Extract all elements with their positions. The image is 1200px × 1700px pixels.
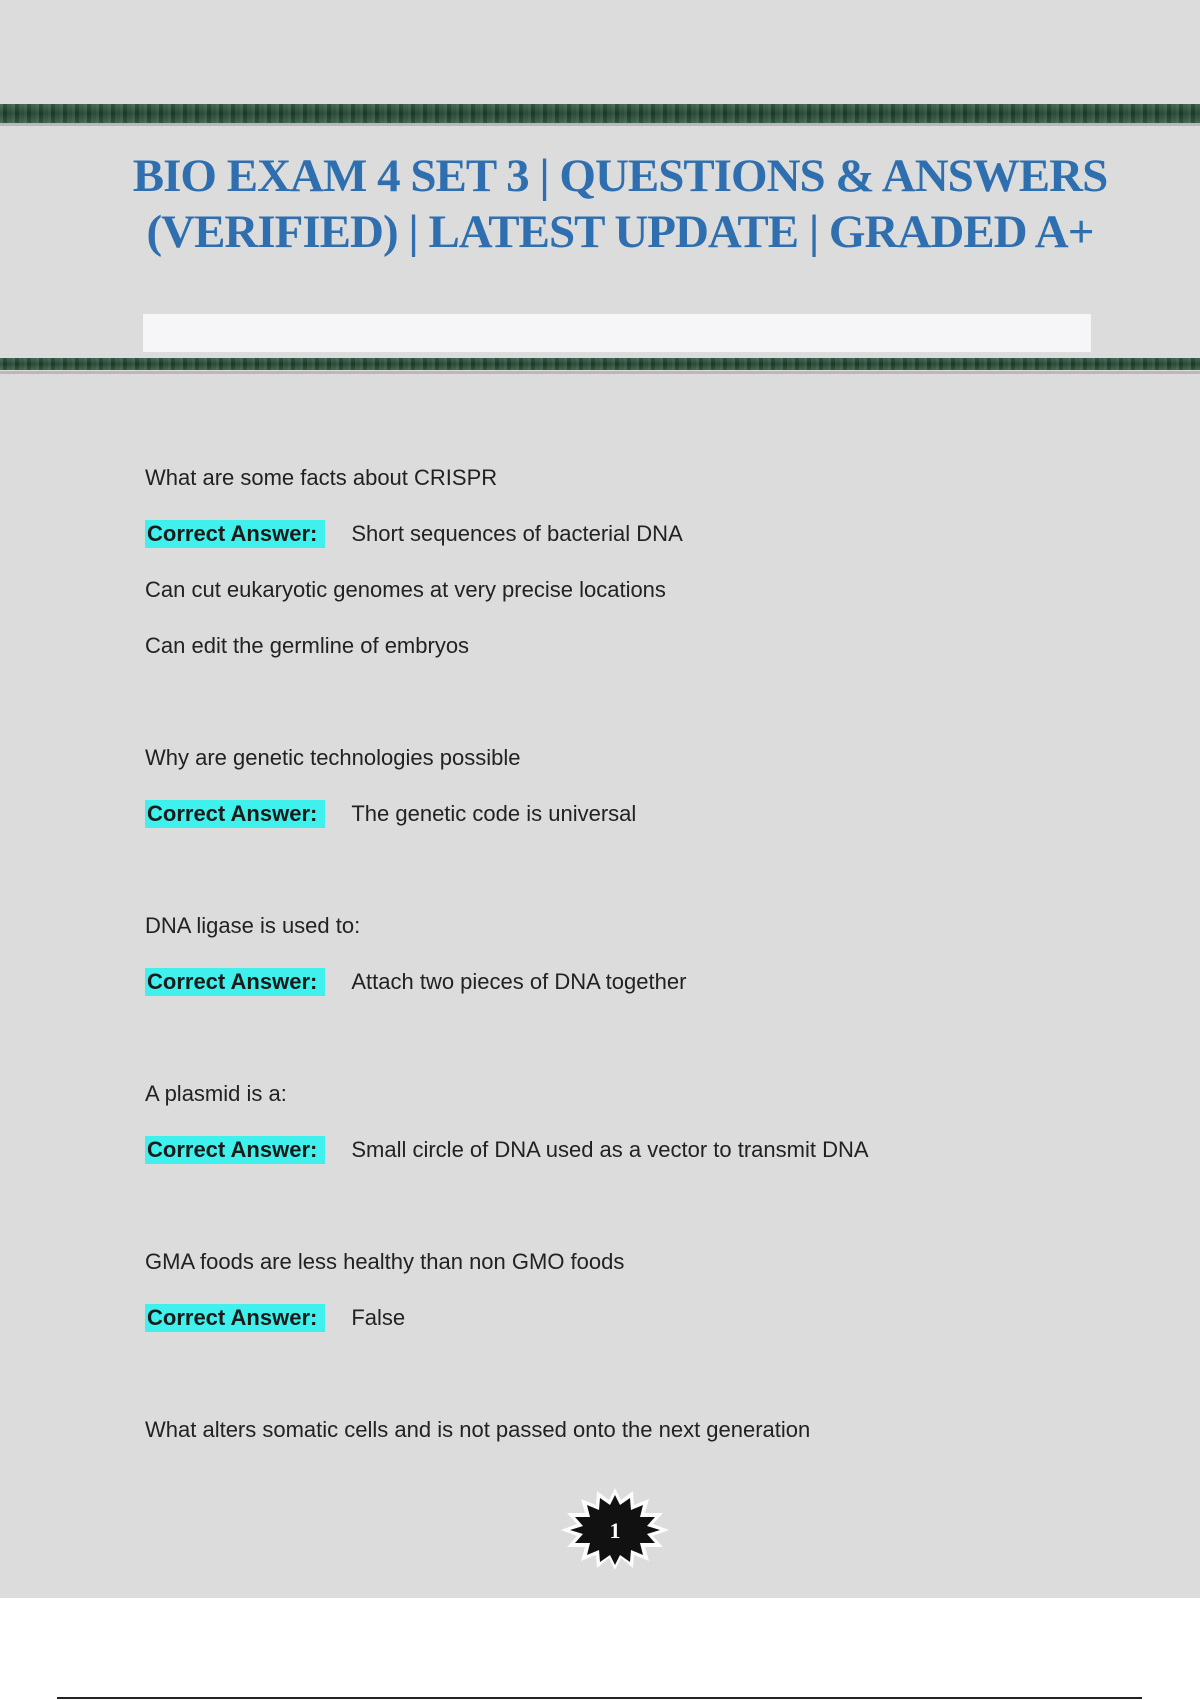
answer-row (145, 964, 1125, 1020)
answer-continuation: Can edit the germline of embryos (145, 633, 470, 658)
answer-row (145, 1300, 1125, 1356)
next-page-rule (57, 1697, 1142, 1699)
answer-row (145, 796, 1125, 852)
question-text: DNA ligase is used to: (145, 913, 361, 938)
answer-text: False (351, 1305, 406, 1330)
answer-row (145, 1132, 1125, 1188)
question-text: GMA foods are less healthy than non GMO foods (145, 1249, 625, 1274)
document-title: BIO EXAM 4 SET 3 | QUESTIONS & ANSWERS (VERIFIED) | LATEST UPDATE | GRADED A+ (132, 150, 1108, 258)
spacer (145, 684, 1125, 740)
correct-answer-label: Correct Answer: (145, 800, 325, 828)
correct-answer-label: Correct Answer: (145, 968, 325, 996)
answer-text: Attach two pieces of DNA together (351, 969, 687, 994)
spacer (145, 1356, 1125, 1412)
spacer (145, 1020, 1125, 1076)
question-text: What alters somatic cells and is not passed onto the next generation (145, 1417, 811, 1442)
answer-text: Short sequences of bacterial DNA (351, 521, 683, 546)
question-text: Why are genetic technologies possible (145, 745, 521, 770)
spacer (145, 1188, 1125, 1244)
header-band-divider (0, 123, 1200, 126)
title-underlay-strip (143, 314, 1091, 352)
page-number-badge (557, 1486, 673, 1570)
decorative-header-band (0, 104, 1200, 123)
correct-answer-label: Correct Answer: (145, 1304, 325, 1332)
answer-row (145, 516, 1125, 572)
answer-text: The genetic code is universal (351, 801, 637, 826)
decorative-title-band (0, 358, 1200, 370)
spacer (145, 852, 1125, 908)
question-text: A plasmid is a: (145, 1081, 287, 1106)
answer-text: Small circle of DNA used as a vector to transmit DNA (351, 1137, 869, 1162)
correct-answer-label: Correct Answer: (145, 520, 325, 548)
answer-continuation: Can cut eukaryotic genomes at very precise locations (145, 577, 666, 602)
qa-list (145, 460, 1125, 1468)
title-band-divider (0, 371, 1200, 374)
correct-answer-label: Correct Answer: (145, 1136, 325, 1164)
page-number: 1 (609, 1518, 621, 1543)
question-text: What are some facts about CRISPR (145, 465, 498, 490)
